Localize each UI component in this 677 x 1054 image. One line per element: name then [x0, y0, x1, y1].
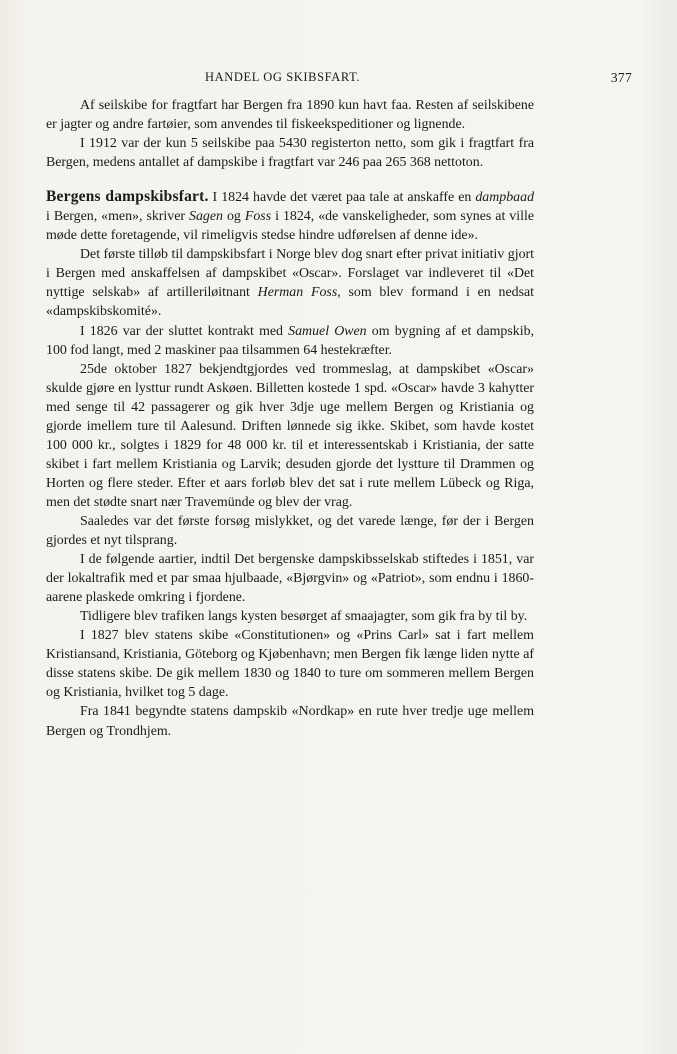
page-header [40, 70, 632, 88]
italic-name: Sagen [189, 209, 223, 225]
section-paragraph [46, 187, 534, 245]
paragraph: Af seilskibe for fragtfart har Bergen fra 1890 kun havt faa. Resten af seilskibene er jagter og andre fartøier, som anvendes til fiskeekspeditioner og lignende. [46, 98, 534, 133]
text-run: som blev formand i en nedsat «dampskibskomité». [46, 285, 534, 320]
section-title: Bergens dampskibsfart. [46, 188, 209, 206]
italic-name: Herman Foss, [257, 285, 341, 301]
italic-name: Foss [244, 209, 272, 225]
paragraph: Fra 1841 begyndte statens dampskib «Nordkap» en rute hver tredje uge mellem Bergen og Trondhjem. [46, 704, 534, 739]
page-body [46, 96, 534, 741]
paragraph [46, 322, 534, 360]
paragraph: I 1827 blev statens skibe «Constitutionen» og «Prins Carl» sat i fart mellem Kristiansand, Kristiania, Göteborg og Kjøbenhavn; men Bergen fik længe liden nytte af disse statens skibe. De gik mellem 1830 og 1840 to ture om sommeren mellem Bergen og Kristiania, hvilket tog 5 dage. [46, 628, 534, 701]
paragraph: Tidligere blev trafiken langs kysten besørget af smaajagter, som gik fra by til by. [80, 609, 528, 625]
paragraph: Saaledes var det første forsøg mislykket, og det varede længe, før der i Bergen gjordes et nyt tilsprang. [46, 513, 534, 549]
text-run: om bygning af et dampskib, 100 fod langt, med 2 maskiner paa tilsammen 64 hestekræfter. [46, 323, 534, 358]
paragraph: I de følgende aartier, indtil Det bergenske dampskibsselskab stiftedes i 1851, var der lokaltrafik med et par smaa hjulbaade, «Bjørgvin» og «Patriot», som endnu i 1860-aarene plaskede omkring i fjordene. [46, 552, 534, 606]
text-run: i 1824, «de vanskeligheder, som synes at ville møde dette foretagende, vil rimeligvis stedse hindre udførelsen af denne ide». [46, 209, 534, 244]
paragraph: 25de oktober 1827 bekjendtgjordes ved trommeslag, at dampskibet «Oscar» skulde gjøre en lysttur rundt Askøen. Billetten kostede 1 spd. «Oscar» havde 3 kahytter med senge til 42 passagerer og gik hver 3dje uge mellem Bergen og Kristiania og gjorde imellem ture til Aalesund. Driften lønnede sig ikke. Skibet, som havde kostet 100 000 kr., solgtes i 1829 for 48 000 kr. til et interessentskab i Kristiania, der satte skibet i fart mellem Kristiania og Larvik; desuden gjorde det lystture til Drammen og Horten og flere steder. Efter et aars forløb blev det sat i rute mellem Lübeck og Riga, men det stødte snart nær Travemünde og blev der vrag. [46, 361, 534, 510]
text-run: og [222, 209, 245, 225]
page-number: 377 [610, 70, 632, 85]
text-run: i Bergen, «men», skriver [46, 209, 190, 225]
italic-name: Samuel Owen [288, 323, 367, 339]
paragraph: I 1912 var der kun 5 seilskibe paa 5430 registerton netto, som gik i fragtfart fra Bergen, medens antallet af dampskibe i fragtfart var 246 paa 265 368 nettoton. [46, 136, 534, 171]
text-run: I 1824 havde det været paa tale at anskaffe en [208, 190, 476, 206]
italic-term: dampbaad [475, 190, 535, 206]
text-run: Det første tilløb til dampskibsfart i Norge blev dog snart efter privat initiativ gjort i Bergen med anskaffelsen af dampskibet «Oscar». Forslaget var indleveret til «Det nyttige selskab» af artilleriløitnant [46, 247, 534, 301]
running-head: HANDEL OG SKIBSFART. [205, 70, 361, 84]
paragraph [46, 245, 534, 321]
text-run: I 1826 var der sluttet kontrakt med [80, 323, 289, 339]
